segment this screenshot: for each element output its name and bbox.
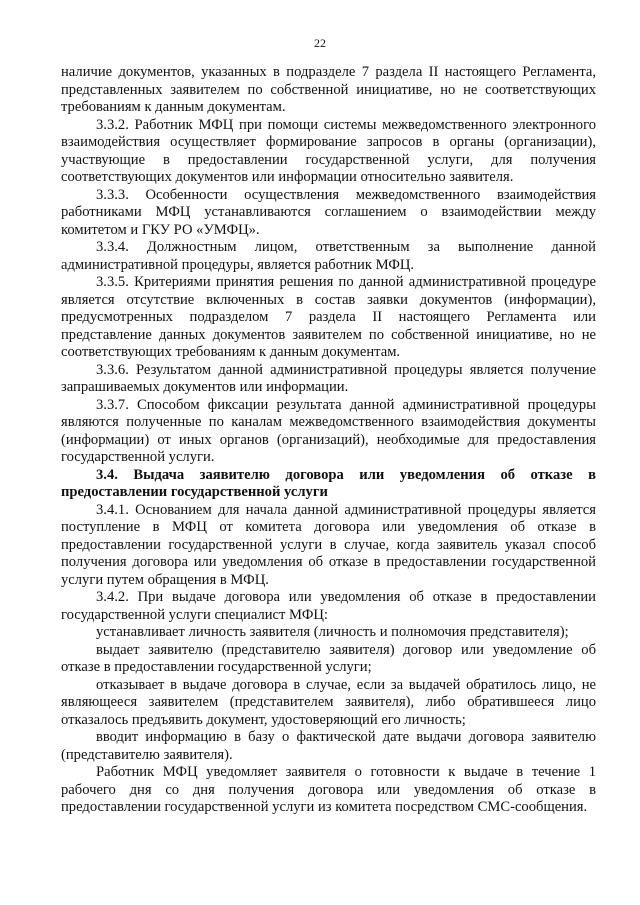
document-body xyxy=(61,64,596,817)
paragraph-3-3-6: 3.3.6. Результатом данной административной процедуры является получение запрашиваемых документов или информации. xyxy=(61,361,596,395)
section-heading-3-4: 3.4. Выдача заявителю договора или уведомления об отказе в предоставлении государственной услуги xyxy=(61,466,596,500)
paragraph-3-4-1: 3.4.1. Основанием для начала данной административной процедуры является поступление в МФЦ от комитета договора или уведомления об отказе в предоставлении государственной услуги в случае, когда заявитель указал способ получения договора или уведомления об отказе в предоставлении государственной услуги путем обращения в МФЦ. xyxy=(61,501,596,588)
paragraph-notification: Работник МФЦ уведомляет заявителя о готовности к выдаче в течение 1 рабочего дня со дня получения договора или уведомления об отказе в предоставлении государственной услуги из комитета посредством СМС-сообщения. xyxy=(61,764,596,815)
page-number: 22 xyxy=(314,36,326,50)
paragraph-3-3-2: 3.3.2. Работник МФЦ при помощи системы межведомственного электронного взаимодействия осуществляет формирование запросов в органы (организации), участвующие в предоставлении государственной услуги, для получения соответствующих документов или информации относительно заявителя. xyxy=(61,116,596,185)
paragraph-3-3-4: 3.3.4. Должностным лицом, ответственным за выполнение данной административной процедуры, является работник МФЦ. xyxy=(61,239,596,273)
paragraph-3-3-7: 3.3.7. Способом фиксации результата данной административной процедуры являются полученные по каналам межведомственного взаимодействия документы (информации) от иных органов (организаций), необходимые для предоставления государственной услуги. xyxy=(61,396,596,465)
paragraph-3-3-5: 3.3.5. Критериями принятия решения по данной административной процедуре является отсутствие включенных в состав заявки документов (информации), предусмотренных подразделом 7 раздела II настоящего Регламента или представление данных документов заявителем по собственной инициативе, но не соответствующих требованиям к данным документам. xyxy=(61,274,596,360)
list-item-refuse: отказывает в выдаче договора в случае, если за выдачей обратилось лицо, не являющееся заявителем (представителем заявителя), либо обратившееся лицо отказалось предъявить документ, удостоверяющий его личность; xyxy=(61,676,596,728)
list-item-record-date: вводит информацию в базу о фактической дате выдачи договора заявителю (представителю заявителя). xyxy=(61,729,596,763)
list-item-identify: устанавливает личность заявителя (личность и полномочия представителя); xyxy=(96,624,569,640)
list-item-issue: выдает заявителю (представителю заявителя) договор или уведомление об отказе в предоставлении государственной услуги; xyxy=(61,641,596,675)
paragraph-3-4-2: 3.4.2. При выдаче договора или уведомления об отказе в предоставлении государственной услуги специалист МФЦ: xyxy=(61,589,596,623)
paragraph-continuation: наличие документов, указанных в подразделе 7 раздела II настоящего Регламента, представленных заявителем по собственной инициативе, но не соответствующих требованиям к данным документам. xyxy=(61,64,596,115)
paragraph-3-3-3: 3.3.3. Особенности осуществления межведомственного взаимодействия работниками МФЦ устанавливаются соглашением о взаимодействии между комитетом и ГКУ РО «УМФЦ». xyxy=(61,186,596,238)
